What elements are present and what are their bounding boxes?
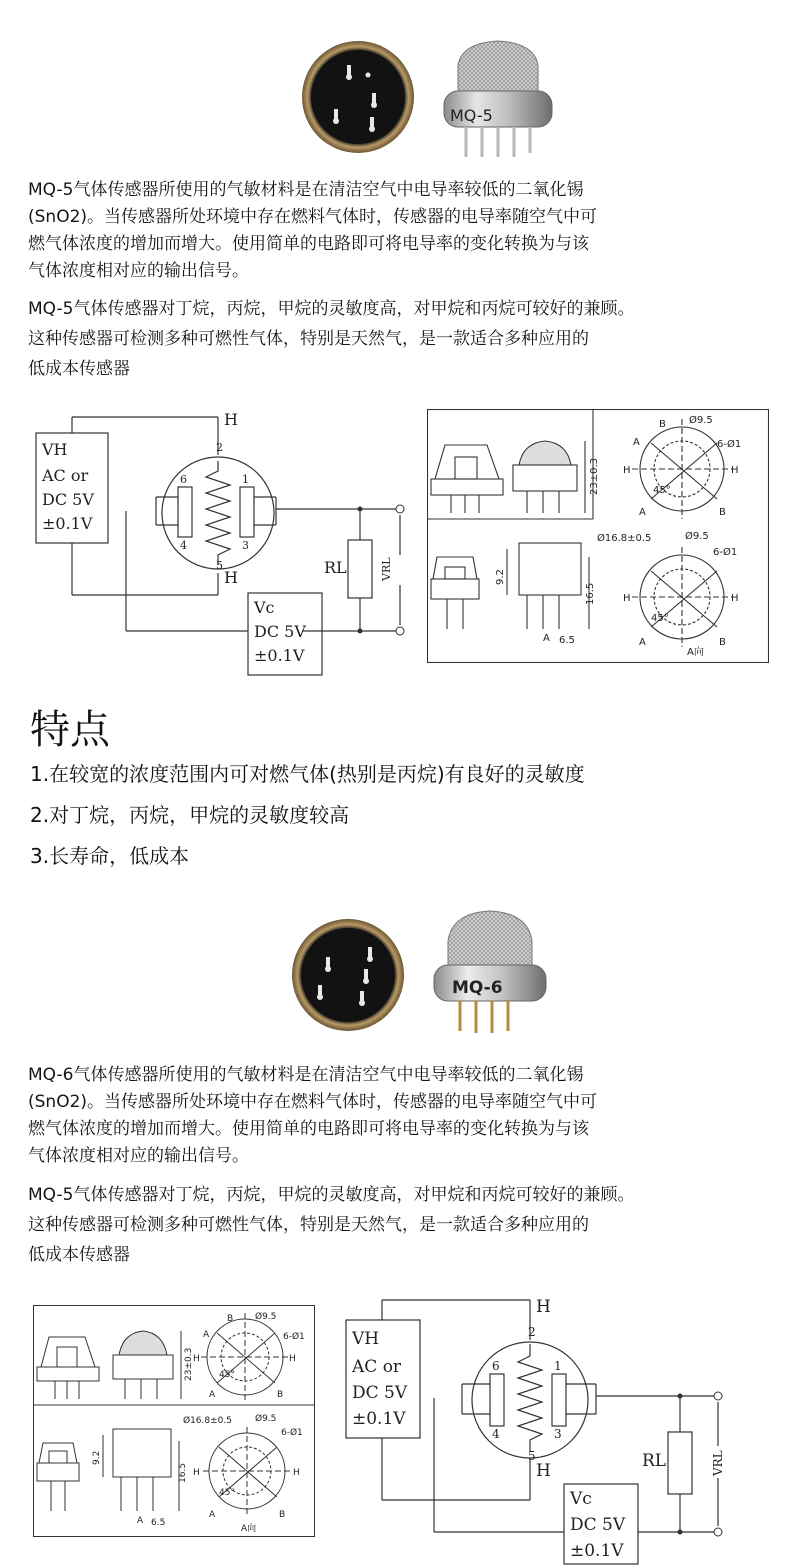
dim-h-right: H [731, 465, 739, 476]
dimension-drawing-1 [427, 409, 769, 663]
rl-label: RL [324, 558, 347, 577]
dim-pins-2: 6-Ø1 [713, 547, 738, 558]
pin-1-label: 1 [242, 473, 249, 486]
mq6-sensor-photo [290, 905, 560, 1040]
mq5-sensor-photo [290, 35, 560, 165]
dim2-pins: 6-Ø1 [283, 1332, 305, 1342]
mq5-description-para1: MQ-5气体传感器所使用的气敏材料是在清洁空气中电导率较低的二氧化锡 (SnO2)。当传感器所处环境中存在燃料气体时，传感器的电导率随空气中可 燃气体浓度的增加而增大。使用简单的电路即可将电导率的变化转换为与该 气体浓度相对应的输出信号。 [28, 180, 598, 281]
dim-b4: B [719, 637, 726, 648]
dim-b2: B [719, 507, 726, 518]
features-title: 特点 [30, 707, 110, 753]
vc2-tolerance-label: ±0.1V [570, 1541, 624, 1561]
pin2-6-label: 6 [492, 1359, 500, 1373]
dim-a2: A [639, 507, 646, 518]
vc-dc-label: DC 5V [254, 622, 306, 641]
vc-label: Vc [254, 598, 275, 617]
vc2-label: Vc [570, 1489, 592, 1509]
mq6-description-para2: MQ-5气体传感器对丁烷，丙烷，甲烷的灵敏度高，对甲烷和丙烷可较好的兼顾。 这种传感器可检测多种可燃性气体，特别是天然气，是一款适合多种应用的 低成本传感器 [28, 1185, 635, 1265]
dim2-view: A向 [241, 1524, 257, 1534]
vc-tolerance-label: ±0.1V [254, 646, 305, 665]
h2-bottom-label: H [536, 1461, 551, 1481]
h-bottom-label: H [224, 568, 238, 587]
dim2-h4: H [293, 1468, 300, 1478]
dim-view: A向 [687, 647, 704, 658]
dim-w65: 6.5 [559, 635, 575, 646]
feature-item-1: 1.在较宽的浓度范围内可对燃气体(热别是丙烷)有良好的灵敏度 [30, 762, 585, 786]
pin-6-label: 6 [180, 473, 187, 486]
dim2-height: 23±0.3 [184, 1347, 194, 1381]
pin2-2-label: 2 [528, 1325, 536, 1339]
dim-angle2: 45° [651, 613, 669, 624]
mq6-description-para1: MQ-6气体传感器所使用的气敏材料是在清洁空气中电导率较低的二氧化锡 (SnO2)。当传感器所处环境中存在燃料气体时，传感器的电导率随空气中可 燃气体浓度的增加而增大。使用简单的电路即可将电导率的变化转换为与该 气体浓度相对应的输出信号。 [28, 1065, 598, 1166]
circuit-diagram-1 [28, 405, 418, 680]
dim-a: A [633, 437, 640, 448]
dim-angle: 45° [653, 485, 671, 496]
vh2-dc-label: DC 5V [352, 1383, 408, 1403]
h2-top-label: H [536, 1297, 551, 1317]
dim2-h-right: H [289, 1354, 296, 1364]
dim-h3: H [623, 593, 631, 604]
vh-ac-label: AC or [42, 466, 89, 485]
dim2-d95: Ø9.5 [255, 1312, 277, 1322]
dim2-angle2: 45° [219, 1488, 235, 1498]
pin2-3-label: 3 [554, 1427, 562, 1441]
vrl2-label: VRL [711, 1450, 725, 1476]
pin-2-label: 2 [216, 441, 223, 454]
vh2-tolerance-label: ±0.1V [352, 1409, 406, 1429]
dim2-b2: B [277, 1390, 284, 1400]
dim2-b4: B [279, 1510, 286, 1520]
vh-tolerance-label: ±0.1V [42, 514, 93, 533]
vh2-label: VH [352, 1329, 380, 1349]
dim2-b: B [227, 1314, 234, 1324]
circuit-diagram-2 [338, 1290, 730, 1565]
pin-4-label: 4 [180, 539, 187, 552]
dim-a4: A [639, 637, 646, 648]
dim2-h92: 9.2 [92, 1450, 102, 1465]
rl2-label: RL [642, 1451, 667, 1471]
dim-h92: 9.2 [495, 569, 506, 585]
dim2-d95-2: Ø9.5 [255, 1414, 277, 1424]
mq6-sensor-label: MQ-6 [452, 978, 503, 998]
dim-b: B [659, 419, 666, 430]
feature-item-2: 2.对丁烷，丙烷，甲烷的灵敏度较高 [30, 803, 350, 827]
pin2-4-label: 4 [492, 1427, 500, 1441]
dim2-a3: A [137, 1516, 144, 1526]
vrl-label: VRL [380, 557, 393, 581]
vh-label: VH [42, 440, 68, 459]
dim-h165: 16.5 [585, 582, 596, 605]
vc2-dc-label: DC 5V [570, 1515, 626, 1535]
mq5-sensor-label: MQ-5 [450, 106, 493, 125]
dim2-w65: 6.5 [151, 1518, 166, 1528]
h-top-label: H [224, 410, 238, 429]
pin2-1-label: 1 [554, 1359, 562, 1373]
dim2-a2: A [209, 1390, 216, 1400]
dim2-a4: A [209, 1510, 216, 1520]
dim-d168: Ø16.8±0.5 [597, 533, 652, 544]
pin-5-label: 5 [216, 559, 223, 572]
mq5-description-para2: MQ-5气体传感器对丁烷，丙烷，甲烷的灵敏度高，对甲烷和丙烷可较好的兼顾。 这种传感器可检测多种可燃性气体，特别是天然气，是一款适合多种应用的 低成本传感器 [28, 299, 635, 379]
pin2-5-label: 5 [528, 1449, 536, 1463]
dim2-h3: H [193, 1468, 200, 1478]
dim-h4: H [731, 593, 739, 604]
dim2-a: A [203, 1330, 210, 1340]
vh2-ac-label: AC or [352, 1357, 402, 1377]
vh-dc-label: DC 5V [42, 490, 94, 509]
dim-h-left: H [623, 465, 631, 476]
dimension-drawing-2 [33, 1305, 315, 1537]
dim-pins: 6-Ø1 [717, 439, 742, 450]
dim2-d168: Ø16.8±0.5 [183, 1416, 232, 1426]
dim-a3: A [543, 633, 550, 644]
dim-d95: Ø9.5 [689, 415, 713, 426]
pin-3-label: 3 [242, 539, 249, 552]
dim2-h-left: H [193, 1354, 200, 1364]
dim-height: 23±0.3 [589, 457, 600, 495]
dim2-h165: 16.5 [178, 1462, 188, 1483]
dim2-angle: 45° [219, 1370, 235, 1380]
dim-d95-2: Ø9.5 [685, 531, 709, 542]
feature-item-3: 3.长寿命，低成本 [30, 844, 190, 868]
dim2-pins-2: 6-Ø1 [281, 1428, 303, 1438]
